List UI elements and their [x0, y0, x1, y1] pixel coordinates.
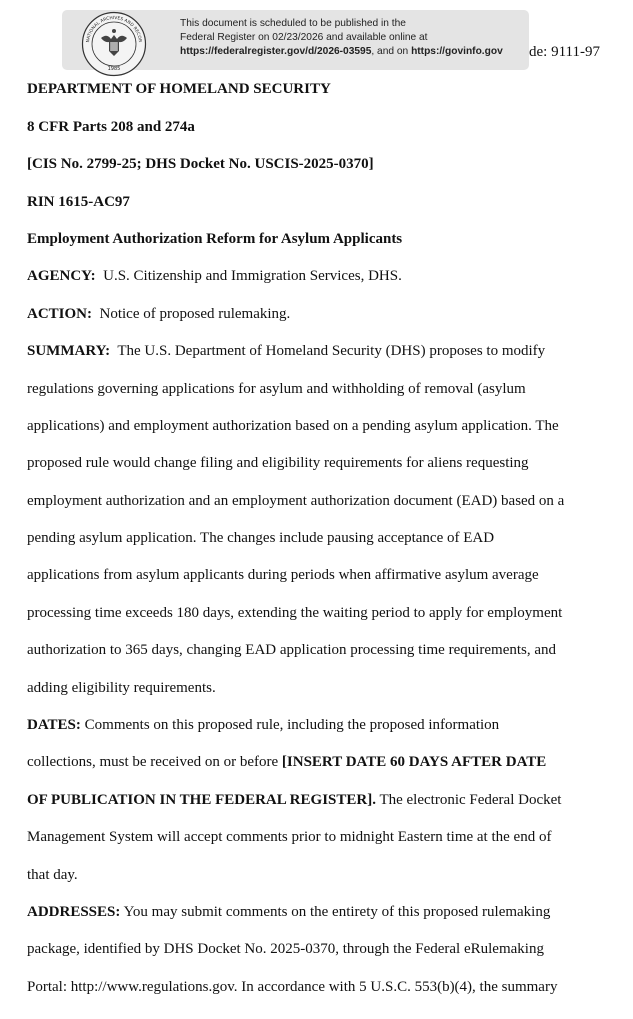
agency-label: AGENCY:	[27, 268, 96, 284]
banner-line-3	[180, 45, 540, 59]
federal-register-link[interactable]: https://federalregister.gov/d/2026-03595	[180, 46, 372, 57]
cfr-parts: 8 CFR Parts 208 and 274a	[27, 119, 195, 135]
dates-line-3	[27, 792, 561, 809]
summary-line-10: adding eligibility requirements.	[27, 680, 216, 696]
dates-line-5: that day.	[27, 867, 78, 883]
banner-line-1: This document is scheduled to be published in the	[180, 18, 406, 29]
summary-line-7: applications from asylum applicants during periods when affirmative asylum average	[27, 567, 539, 583]
agency-line	[27, 268, 402, 285]
seal-text: NATIONAL ARCHIVES AND RECOR	[86, 15, 142, 43]
billing-code: de: 9111-97	[529, 44, 600, 60]
dates-insert-date: [INSERT DATE 60 DAYS AFTER DATE	[281, 754, 547, 770]
agency-text: U.S. Citizenship and Immigration Services, DHS.	[103, 268, 402, 284]
publication-banner	[62, 10, 529, 70]
docket-number: [CIS No. 2799-25; DHS Docket No. USCIS-2025-0370]	[27, 156, 374, 172]
dates-text: Comments on this proposed rule, including the proposed information	[84, 717, 500, 733]
summary-text: The U.S. Department of Homeland Security (DHS) proposes to modify	[117, 343, 546, 359]
dates-text-pre: collections, must be received on or before	[27, 754, 282, 770]
action-line	[27, 306, 290, 323]
dates-insert-date-cont: OF PUBLICATION IN THE FEDERAL REGISTER].	[27, 792, 376, 808]
dates-line-1	[27, 717, 499, 734]
banner-and-on: , and on	[371, 46, 409, 57]
summary-line-8: processing time exceeds 180 days, extending the waiting period to apply for employment	[27, 605, 563, 621]
addresses-text: You may submit comments on the entirety of this proposed rulemaking	[123, 904, 551, 920]
seal-year: 1985	[107, 66, 121, 72]
rule-title: Employment Authorization Reform for Asylum Applicants	[27, 231, 403, 247]
summary-line-6: pending asylum application. The changes include pausing acceptance of EAD	[27, 530, 495, 546]
addresses-line-1	[27, 904, 550, 921]
action-text: Notice of proposed rulemaking.	[99, 306, 291, 322]
addresses-line-2: package, identified by DHS Docket No. 2025-0370, through the Federal eRulemaking	[27, 941, 544, 957]
dates-line-4: Management System will accept comments prior to midnight Eastern time at the end of	[27, 829, 552, 845]
dates-text-post: The electronic Federal Docket	[375, 792, 562, 808]
govinfo-link[interactable]: https://govinfo.gov	[411, 46, 503, 57]
action-label: ACTION:	[27, 306, 93, 322]
national-archives-seal-icon	[81, 11, 147, 77]
rin-number: RIN 1615-AC97	[27, 194, 130, 210]
dates-line-2	[27, 754, 546, 771]
summary-line-5: employment authorization and an employment authorization document (EAD) based on a	[27, 493, 565, 509]
summary-line-9: authorization to 365 days, changing EAD application processing time requirements, and	[27, 642, 557, 658]
summary-line-4: proposed rule would change filing and eligibility requirements for aliens requesting	[27, 455, 529, 471]
banner-text	[180, 17, 540, 59]
summary-line-3: applications) and employment authorization based on a pending asylum application. The	[27, 418, 559, 434]
summary-line-2: regulations governing applications for asylum and withholding of removal (asylum	[27, 381, 526, 397]
summary-label: SUMMARY:	[27, 343, 111, 359]
dates-label: DATES:	[27, 717, 81, 733]
addresses-label: ADDRESSES:	[27, 904, 121, 920]
addresses-line-3: Portal: http://www.regulations.gov. In accordance with 5 U.S.C. 553(b)(4), the summary	[27, 979, 558, 995]
summary-line-1	[27, 343, 545, 360]
banner-line-2: Federal Register on 02/23/2026 and available online at	[180, 32, 428, 43]
department-heading: DEPARTMENT OF HOMELAND SECURITY	[27, 81, 331, 97]
